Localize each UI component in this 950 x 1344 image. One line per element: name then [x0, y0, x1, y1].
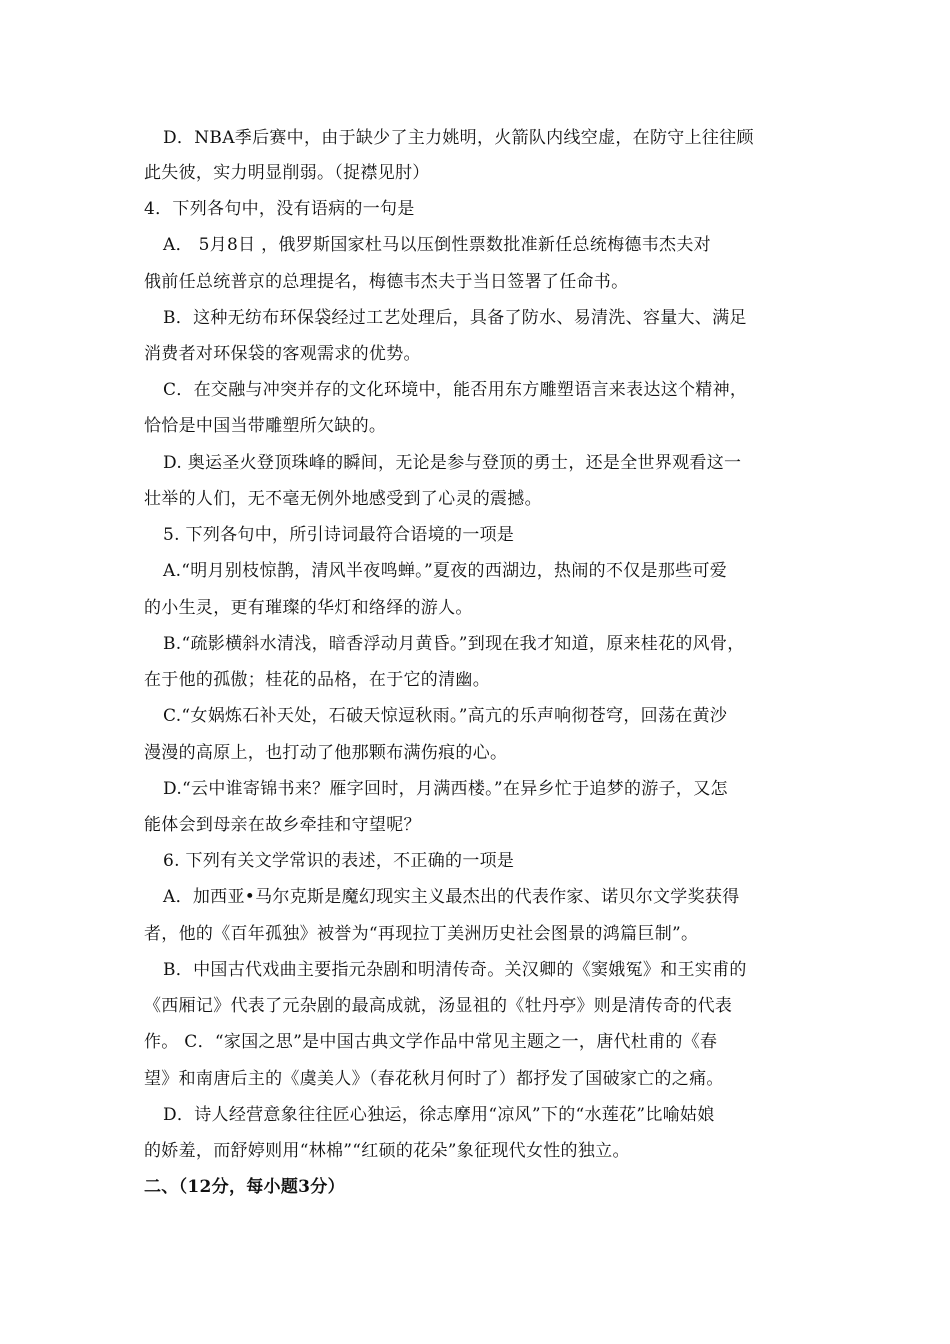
question-5-title: 5. 下列各句中，所引诗词最符合语境的一项是: [163, 525, 515, 545]
q4-option-c-line-1: C．在交融与冲突并存的文化环境中，能否用东方雕塑语言来表达这个精神，: [163, 380, 748, 400]
q5-option-c-line-1: C.“女娲炼石补天处，石破天惊逗秋雨。”高亢的乐声响彻苍穹，回荡在黄沙: [163, 706, 728, 726]
q5-option-a-line-1: A.“明月别枝惊鹊，清风半夜鸣蝉。”夏夜的西湖边，热闹的不仅是那些可爱: [163, 561, 728, 581]
question-6-title: 6. 下列有关文学常识的表述，不正确的一项是: [163, 851, 515, 871]
q5-option-b-line-2: 在于他的孤傲；桂花的品格，在于它的清幽。: [144, 670, 490, 690]
q6-option-b-line-1: B．中国古代戏曲主要指元杂剧和明清传奇。关汉卿的《窦娥冤》和王实甫的: [163, 960, 747, 980]
q4-option-b-line-1: B．这种无纺布环保袋经过工艺处理后，具备了防水、易清洗、容量大、满足: [163, 308, 747, 328]
q5-option-a-line-2: 的小生灵，更有璀璨的华灯和络绎的游人。: [144, 598, 473, 618]
q6-option-d-line-1: D．诗人经营意象往往匠心独运，徐志摩用“凉风”下的“水莲花”比喻姑娘: [163, 1105, 715, 1125]
q5-option-d-line-1: D.“云中谁寄锦书来？雁字回时，月满西楼。”在异乡忙于追梦的游子，又怎: [163, 779, 728, 799]
q4-option-b-line-2: 消费者对环保袋的客观需求的优势。: [144, 344, 421, 364]
q4-option-a-line-2: 俄前任总统普京的总理提名，梅德韦杰夫于当日签署了任命书。: [144, 272, 629, 292]
q5-option-c-line-2: 漫漫的高原上，也打动了他那颗布满伤痕的心。: [144, 743, 508, 763]
q5-option-b-line-1: B.“疏影横斜水清浅，暗香浮动月黄昏。”到现在我才知道，原来桂花的风骨，: [163, 634, 745, 654]
question-4-title: 4．下列各句中，没有语病的一句是: [144, 199, 415, 219]
section-two-heading: 二、（12分，每小题3分）: [144, 1177, 345, 1197]
option-d-line-2: 此失彼，实力明显削弱。（捉襟见肘）: [144, 163, 430, 183]
q6-option-d-line-2: 的娇羞，而舒婷则用“林棉”“红硕的花朵”象征现代女性的独立。: [144, 1141, 630, 1161]
q6-option-c-line-1: 作。 C．“家国之思”是中国古典文学作品中常见主题之一，唐代杜甫的《春: [144, 1032, 718, 1052]
q6-option-b-line-2: 《西厢记》代表了元杂剧的最高成就，汤显祖的《牡丹亭》则是清传奇的代表: [144, 996, 733, 1016]
q4-option-a-line-1: A． 5月8日 ，俄罗斯国家杜马以压倒性票数批准新任总统梅德韦杰夫对: [163, 235, 711, 255]
q4-option-c-line-2: 恰恰是中国当带雕塑所欠缺的。: [144, 416, 387, 436]
option-d-line-1: D．NBA季后赛中，由于缺少了主力姚明，火箭队内线空虚，在防守上往往顾: [163, 128, 754, 148]
q4-option-d-line-2: 壮举的人们，无不毫无例外地感受到了心灵的震撼。: [144, 489, 542, 509]
q5-option-d-line-2: 能体会到母亲在故乡牵挂和守望呢？: [144, 815, 421, 835]
q6-option-a-line-2: 者，他的《百年孤独》被誉为“再现拉丁美洲历史社会图景的鸿篇巨制”。: [144, 924, 699, 944]
q6-option-a-line-1: A．加西亚•马尔克斯是魔幻现实主义最杰出的代表作家、诺贝尔文学奖获得: [163, 887, 740, 907]
q4-option-d-line-1: D. 奥运圣火登顶珠峰的瞬间，无论是参与登顶的勇士，还是全世界观看这一: [163, 453, 742, 473]
q6-option-c-line-2: 望》和南唐后主的《虞美人》（春花秋月何时了）都抒发了国破家亡的之痛。: [144, 1069, 724, 1089]
